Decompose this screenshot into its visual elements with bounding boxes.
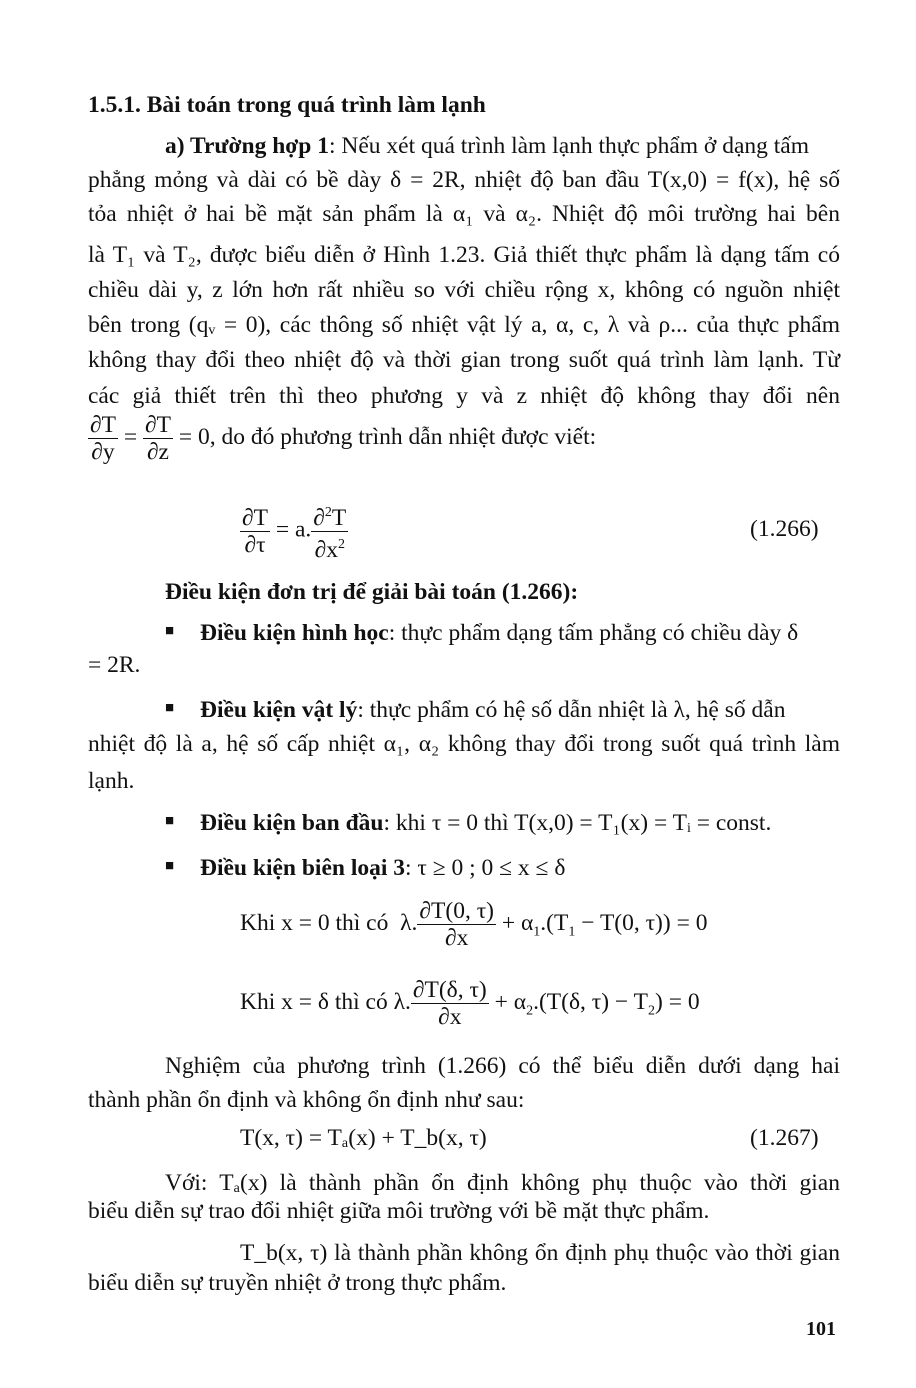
physical-condition-cont2: lạnh. — [88, 768, 135, 794]
solution-line1: Nghiệm của phương trình (1.266) có thể biểu diễn dưới dạng hai — [165, 1053, 840, 1079]
with-line4: biểu diễn sự truyền nhiệt ở trong thực phẩm. — [88, 1270, 507, 1296]
equation-label-1267: (1.267) — [750, 1125, 819, 1151]
para1-line6: bên trong (qᵥ = 0), các thông số nhiệt vật lý a, α, c, λ và ρ... của thực phẩm — [88, 312, 840, 338]
para1-line4: là T₁ và T₂, được biểu diễn ở Hình 1.23. Giả thiết thực phẩm là dạng tấm có — [88, 242, 840, 268]
para1-line1: a) Trường hợp 1: Nếu xét quá trình làm lạnh thực phẩm ở dạng tấm — [165, 133, 810, 159]
solution-line2: thành phần ổn định và không ổn định như sau: — [88, 1087, 525, 1113]
initial-condition: Điều kiện ban đầu: khi τ = 0 thì T(x,0) = T₁(x) = Tᵢ = const. — [200, 810, 772, 836]
with-line3: T_b(x, τ) là thành phần không ổn định phụ thuộc vào thời gian — [240, 1240, 840, 1266]
para1-line2: phẳng mỏng và dài có bề dày δ = 2R, nhiệt độ ban đầu T(x,0) = f(x), hệ số — [88, 167, 840, 193]
geometric-condition: Điều kiện hình học: thực phẩm dạng tấm phẳng có chiều dày δ — [200, 620, 799, 646]
boundary-equation-xdelta: Khi x = δ thì có λ. $\frac{\partial T(\delta, \tau)}{\partial x}$ + $\alpha_2.(T(\delta$, $\tau) - T_2) = 0$ — [240, 977, 700, 1030]
para1-line3: tỏa nhiệt ở hai bề mặt sản phẩm là α₁ và α₂. Nhiệt độ môi trường hai bên — [88, 201, 840, 227]
heat-equation-1266: $\frac{\partial T}{\partial\tau}$ = a. $\frac{\partial^2T}{\partial x^2}$ — [242, 504, 347, 563]
partial-derivative-equality: $\frac{\partial T}{\partial y}$ = $\frac{\partial T}{\partial z}$ = 0, do đó phương trình dẫn nhiệt được viết: — [90, 412, 597, 465]
para1-line5: chiều dài y, z lớn hơn rất nhiều so với chiều rộng x, không có nguồn nhiệt — [88, 277, 840, 303]
conditions-heading: Điều kiện đơn trị để giải bài toán (1.266): — [165, 579, 579, 605]
page-number: 101 — [806, 1318, 836, 1340]
para1-line8: các giả thiết trên thì theo phương y và z nhiệt độ không thay đổi nên — [88, 383, 840, 409]
physical-condition: Điều kiện vật lý: thực phẩm có hệ số dẫn nhiệt là λ, hệ số dẫn — [200, 697, 786, 723]
bullet-icon: ■ — [165, 858, 175, 874]
boundary-condition: Điều kiện biên loại 3: τ ≥ 0 ; 0 ≤ x ≤ δ — [200, 855, 566, 881]
bullet-icon: ■ — [165, 813, 175, 829]
para1-line7: không thay đổi theo nhiệt độ và thời gian trong suốt quá trình làm lạnh. Từ — [88, 347, 840, 373]
bullet-icon: ■ — [165, 623, 175, 639]
equation-label-1266: (1.266) — [750, 516, 819, 542]
solution-equation-1267: T(x, τ) = Tₐ(x) + T_b(x, τ) — [240, 1125, 487, 1151]
boundary-equation-x0: Khi x = 0 thì có λ. $\frac{\partial T(0, \tau)}{\partial x}$ + $\alpha_1.(T_1 - T(0$, τ)) = 0 — [240, 898, 708, 951]
bullet-icon: ■ — [165, 700, 175, 716]
with-line2: biểu diễn sự trao đổi nhiệt giữa môi trường với bề mặt thực phẩm. — [88, 1198, 710, 1224]
geometric-condition-cont: = 2R. — [88, 652, 141, 678]
section-heading: 1.5.1. Bài toán trong quá trình làm lạnh — [88, 92, 486, 118]
physical-condition-cont: nhiệt độ là a, hệ số cấp nhiệt α₁, α₂ không thay đổi trong suốt quá trình làm — [88, 731, 840, 757]
with-line1: Với: Tₐ(x) là thành phần ổn định không phụ thuộc vào thời gian — [165, 1170, 840, 1196]
